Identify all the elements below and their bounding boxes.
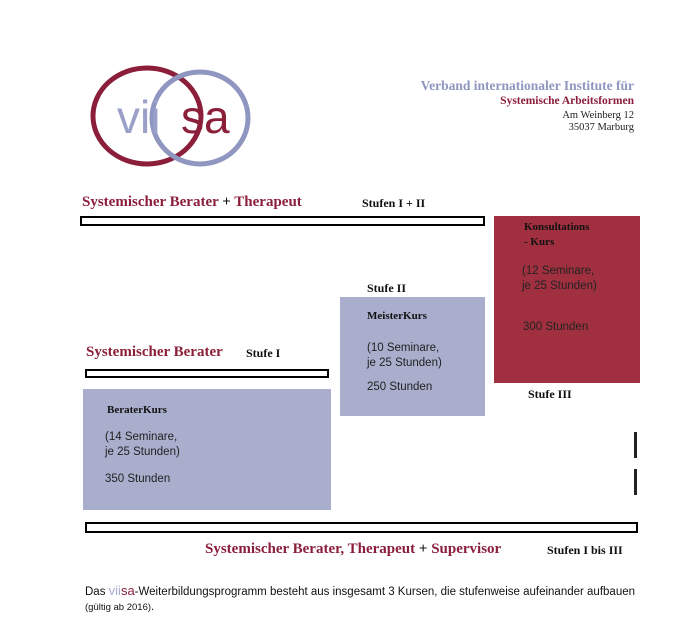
course-hours-konsultation: 300 Stunden <box>523 321 589 333</box>
stufen-i-ii-label: Stufen I + II <box>362 196 426 210</box>
course-detail-berater: (14 Seminare, je 25 Stunden) <box>105 431 180 458</box>
course-box-berater <box>83 389 331 510</box>
bar-stufen-i-iii <box>85 522 638 533</box>
footer-brand-vi: vii <box>108 583 121 598</box>
heading-plus-bottom: + <box>418 541 428 557</box>
org-name-line2: Systemische Arbeitsformen <box>500 95 634 107</box>
stufen-i-bis-iii-label: Stufen I bis III <box>547 543 623 557</box>
footer-validity-note: (gültig ab 2016) <box>85 602 152 613</box>
footer-description <box>85 583 645 615</box>
stufe-i-label: Stufe I <box>246 346 281 360</box>
org-name-line1: Verband internationaler Institute für <box>420 78 634 93</box>
heading-berater-therapeut-supervisor <box>205 541 501 558</box>
org-city: 35037 Marburg <box>568 122 634 133</box>
course-hours-berater: 350 Stunden <box>105 473 171 485</box>
course-detail-meister: (10 Seminare, je 25 Stunden) <box>367 342 442 369</box>
heading-part-berater-therapeut: Systemischer Berater, Therapeut <box>205 541 416 557</box>
course-hours-meister: 250 Stunden <box>367 381 433 393</box>
course-box-meister <box>340 297 485 416</box>
course-detail-konsultation: (12 Seminare, je 25 Stunden) <box>522 265 597 292</box>
footer-end: . <box>151 601 155 613</box>
bar-stufen-i-ii <box>80 216 485 226</box>
logo-text-vi: vii <box>117 91 161 143</box>
bar-stufe-i <box>85 369 329 378</box>
heading-part-berater: Systemischer Berater <box>82 194 219 210</box>
viisa-logo <box>85 64 255 174</box>
divider-tick-upper <box>634 432 637 458</box>
stufe-ii-label: Stufe II <box>367 281 407 295</box>
heading-plus: + <box>222 194 231 210</box>
course-title-meister: MeisterKurs <box>367 310 427 322</box>
course-title-berater: BeraterKurs <box>107 404 167 416</box>
footer-brand-sa: sa <box>120 583 135 598</box>
heading-part-therapeut: Therapeut <box>234 194 302 210</box>
course-title-konsultation-line1: Konsultations <box>524 221 590 233</box>
org-street: Am Weinberg 12 <box>562 110 634 121</box>
heading-part-supervisor: Supervisor <box>431 541 502 557</box>
course-box-konsultation <box>494 216 640 383</box>
heading-berater: Systemischer Berater <box>86 344 223 360</box>
course-title-konsultation-line2: - Kurs <box>524 236 555 248</box>
footer-text: -Weiterbildungsprogramm besteht aus insgesamt 3 Kursen, die stufenweise aufeinander aufbauen <box>134 586 636 598</box>
footer-prefix: Das <box>85 586 109 598</box>
stufe-iii-label: Stufe III <box>528 387 572 401</box>
heading-berater-therapeut <box>82 194 302 211</box>
divider-tick-lower <box>634 469 637 495</box>
logo-text-sa: sa <box>181 91 230 143</box>
logo-rings <box>85 64 255 174</box>
